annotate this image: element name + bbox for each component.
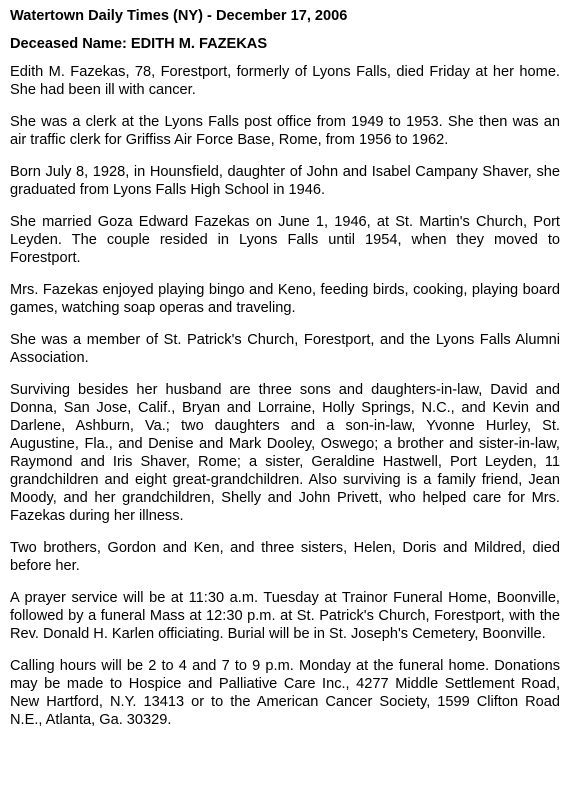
- paragraph-birth: Born July 8, 1928, in Hounsfield, daughter of John and Isabel Campany Shaver, she graduated from Lyons Falls High School in 1946.: [10, 164, 560, 198]
- paragraph-career: She was a clerk at the Lyons Falls post office from 1949 to 1953. She then was an air traffic clerk for Griffiss Air Force Base, Rome, from 1956 to 1962.: [10, 114, 560, 148]
- deceased-name-header: Deceased Name: EDITH M. FAZEKAS: [10, 36, 268, 52]
- obituary-document: [10, 8, 560, 743]
- paragraph-survivors: Surviving besides her husband are three sons and daughters-in-law, David and Donna, San Jose, Calif., Bryan and Lorraine, Holly Springs, N.C., and Kevin and Darlene, Ashburn, Va.; two daughters and a son-in-law, Yvonne Hurley, St. Augustine, Fla., and Denise and Mark Dooley, Oswego; a brother and sister-in-law, Raymond and Iris Shaver, Rome; a sister, Geraldine Hastwell, Port Leyden, 11 grandchildren and eight great-grandchildren. Also surviving is a family friend, Jean Moody, and her grandchildren, Shelly and John Privett, who helped care for Mrs. Fazekas during her illness.: [10, 382, 560, 524]
- paragraph-calling-hours: Calling hours will be 2 to 4 and 7 to 9 p.m. Monday at the funeral home. Donations may be made to Hospice and Palliative Care Inc., 4277 Middle Settlement Road, New Hartford, N.Y. 13413 or to the American Cancer Society, 1599 Clifton Road N.E., Atlanta, Ga. 30329.: [10, 658, 560, 728]
- paragraph-death-notice: Edith M. Fazekas, 78, Forestport, formerly of Lyons Falls, died Friday at her home. She had been ill with cancer.: [10, 64, 560, 98]
- paragraph-services: A prayer service will be at 11:30 a.m. Tuesday at Trainor Funeral Home, Boonville, followed by a funeral Mass at 12:30 p.m. at St. Patrick's Church, Forestport, with the Rev. Donald H. Karlen officiating. Burial will be in St. Joseph's Cemetery, Boonville.: [10, 590, 560, 642]
- paragraph-predeceased: Two brothers, Gordon and Ken, and three sisters, Helen, Doris and Mildred, died before her.: [10, 540, 560, 574]
- paragraph-memberships: She was a member of St. Patrick's Church, Forestport, and the Lyons Falls Alumni Association.: [10, 332, 560, 366]
- paragraph-hobbies: Mrs. Fazekas enjoyed playing bingo and Keno, feeding birds, cooking, playing board games, watching soap operas and traveling.: [10, 282, 560, 316]
- source-header: Watertown Daily Times (NY) - December 17, 2006: [10, 8, 348, 24]
- paragraph-marriage: She married Goza Edward Fazekas on June 1, 1946, at St. Martin's Church, Port Leyden. The couple resided in Lyons Falls until 1954, when they moved to Forestport.: [10, 214, 560, 266]
